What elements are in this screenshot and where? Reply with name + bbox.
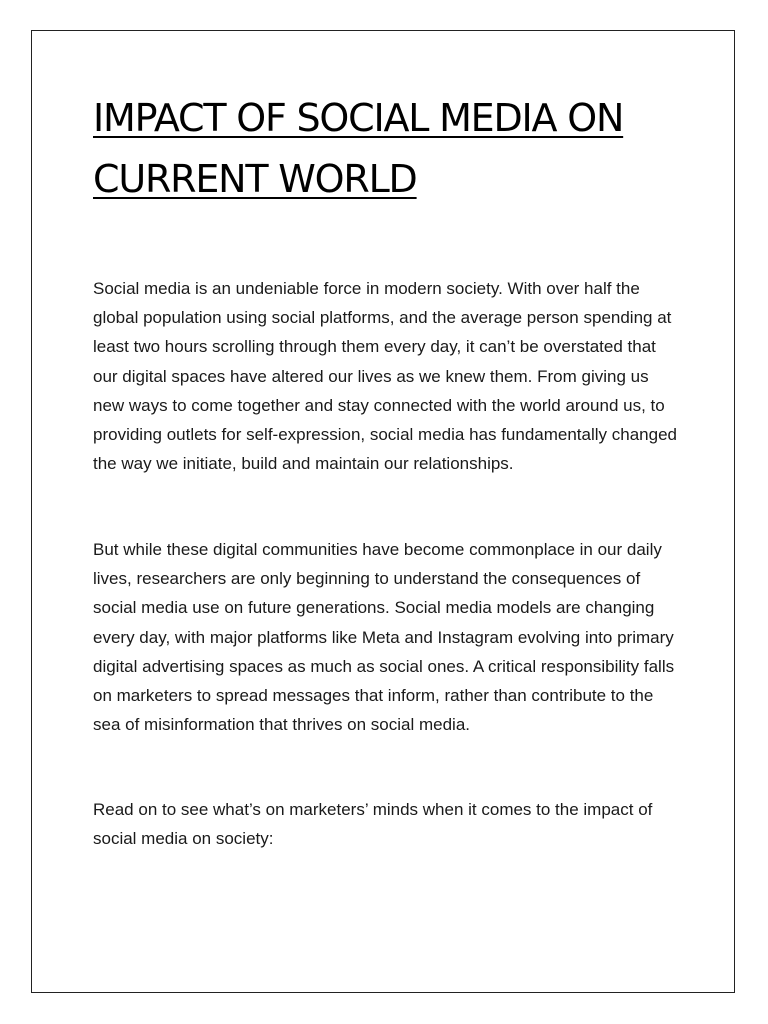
paragraph-text: Read on to see what’s on marketers’ minds when it comes to the impact of social media on society:: [93, 800, 653, 849]
paragraph-1: [93, 274, 683, 478]
paragraph-2: [93, 535, 683, 739]
paragraph-3: [93, 795, 683, 853]
paragraph-text: Social media is an undeniable force in modern society. With over half the global population using social platforms, and the average person spending at least two hours scrolling through them every day, it can’t be overstated that our digital spaces have altered our lives as we knew them. From giving us new ways to come together and stay connected with the world around us, to providing outlets for self-expression, social media has fundamentally changed the way we initiate, build and maintain our relationships.: [93, 279, 677, 474]
paragraph-text: But while these digital communities have become commonplace in our daily lives, researchers are only beginning to understand the consequences of social media use on future generations. Social media models are changing every day, with major platforms like Meta and Instagram evolving into primary digital advertising spaces as much as social ones. A critical responsibility falls on marketers to spread messages that inform, rather than contribute to the sea of misinformation that thrives on social media.: [93, 540, 675, 735]
document-title: IMPACT OF SOCIAL MEDIA ON CURRENT WORLD: [93, 96, 624, 201]
